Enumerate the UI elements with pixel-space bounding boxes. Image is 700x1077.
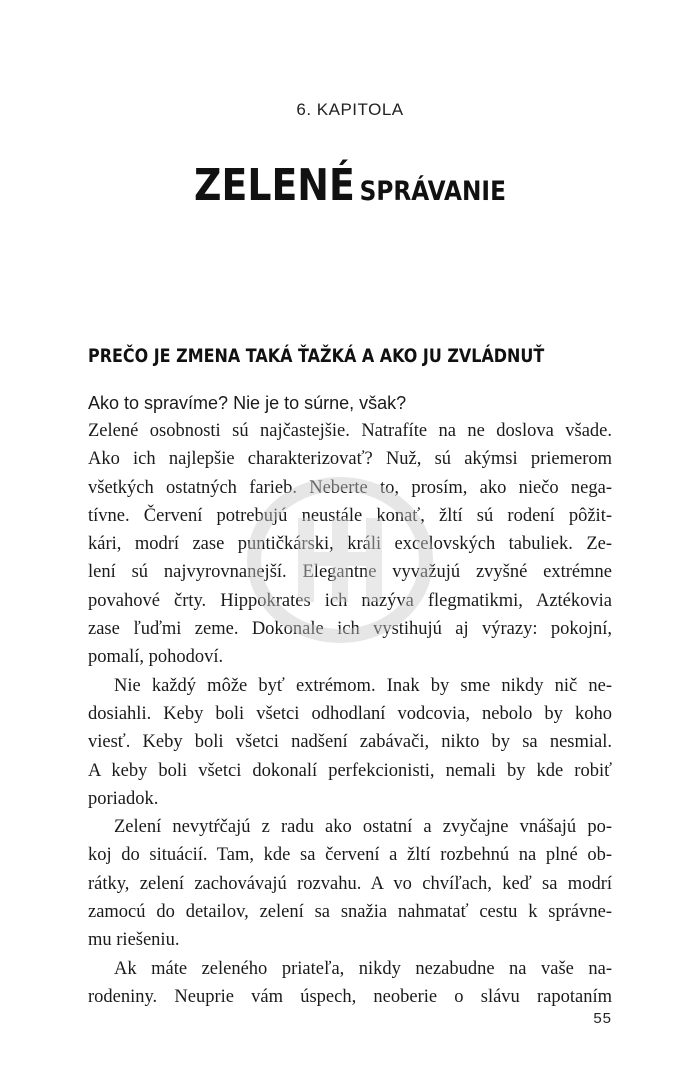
body-line: zase ľuďmi zeme. Dokonale ich vystihujú aj výrazy: pokojní, xyxy=(88,619,612,640)
chapter-title-main: ZELENÉ xyxy=(194,160,355,211)
body-line: Nie každý môže byť extrémom. Inak by sme nikdy nič ne- xyxy=(114,675,612,696)
chapter-title xyxy=(49,160,651,211)
body-line: kári, modrí zase puntičkárski, králi excelovských tabuliek. Ze- xyxy=(88,534,612,555)
page-number: 55 xyxy=(593,1010,612,1027)
body-line: A keby boli všetci dokonalí perfekcionisti, nemali by kde robiť xyxy=(88,760,612,781)
body-text xyxy=(88,417,612,1011)
body-line: mu riešeniu. xyxy=(88,930,180,951)
body-line: rátky, zelení zachovávajú rozvahu. A vo chvíľach, keď sa modrí xyxy=(88,873,612,894)
body-line: všetkých ostatných farieb. Neberte to, prosím, ako niečo nega- xyxy=(88,477,612,498)
body-line: pomalí, pohodoví. xyxy=(88,647,224,668)
body-line: dosiahli. Keby boli všetci odhodlaní vodcovia, nebolo by koho xyxy=(88,703,612,724)
section-heading: PREČO JE ZMENA TAKÁ ŤAŽKÁ A AKO JU ZVLÁDNUŤ xyxy=(88,345,545,367)
body-line: povahové črty. Hippokrates ich nazýva flegmatikmi, Aztékovia xyxy=(88,590,612,611)
section-subheading: Ako to spravíme? Nie je to súrne, však? xyxy=(88,393,407,413)
body-line: Zelení nevytŕčajú z radu ako ostatní a zvyčajne vnášajú po- xyxy=(114,817,612,838)
body-line: rodeniny. Neuprie vám úspech, neoberie o slávu rapotaním xyxy=(88,986,612,1007)
body-line: lení sú najvyrovnanejší. Elegantne vyvažujú zvyšné extrémne xyxy=(88,562,612,583)
body-line: poriadok. xyxy=(88,788,159,809)
body-line: Ak máte zeleného priateľa, nikdy nezabudne na vaše na- xyxy=(114,958,612,979)
chapter-label: 6. KAPITOLA xyxy=(296,100,404,119)
chapter-title-sub: SPRÁVANIE xyxy=(359,176,506,207)
body-line: Ako ich najlepšie charakterizovať? Nuž, sú akýmsi priemerom xyxy=(88,449,612,470)
body-line: tívne. Červení potrebujú neustále konať, žltí sú rodení pôžit- xyxy=(88,505,612,526)
body-line: zamocú do detailov, zelení sa snažia nahmatať cestu k správne- xyxy=(88,902,612,923)
body-line: Zelené osobnosti sú najčastejšie. Natrafíte na ne doslova všade. xyxy=(88,421,612,441)
body-line: viesť. Keby boli všetci nadšení zabávači, nikto by sa nesmial. xyxy=(88,732,612,753)
body-line: koj do situácií. Tam, kde sa červení a žltí rozbehnú na plné ob- xyxy=(88,845,612,866)
